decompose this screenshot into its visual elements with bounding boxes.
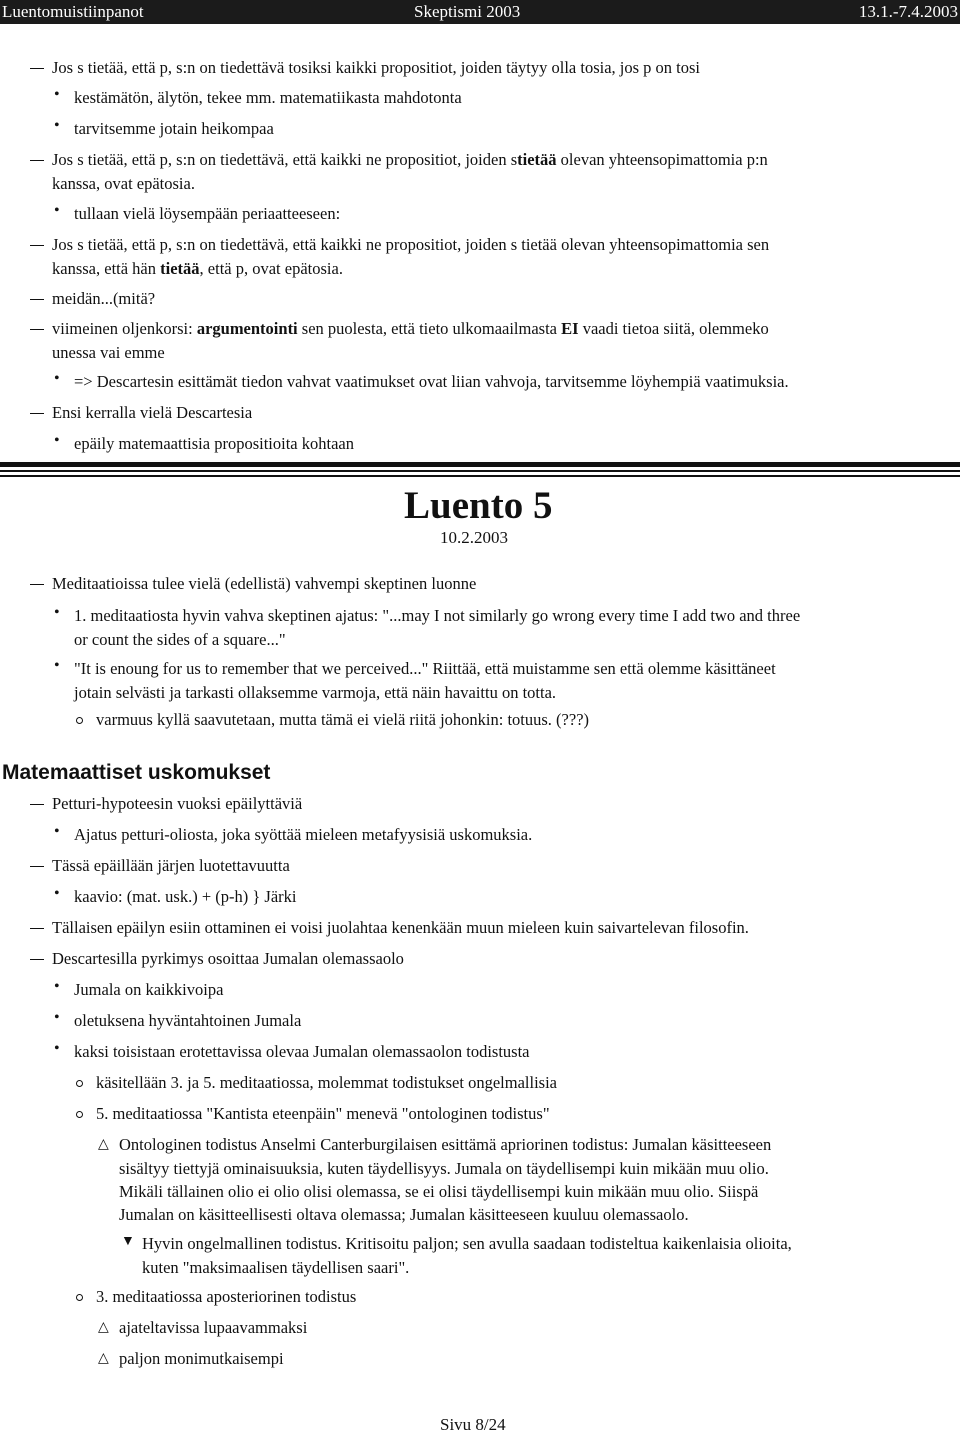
- list-item-continuation: [52, 257, 343, 281]
- dash-marker: [30, 804, 44, 805]
- emphasis-text: argumentointi: [196, 319, 298, 338]
- list-item-continuation: Mikäli tällainen olio ei olio olisi olemassa, se ei olisi täydellisempi kuin mikään muu olio. Siispä: [119, 1182, 759, 1201]
- list-item: Ontologinen todistus Anselmi Canterburgilaisen esittämä apriorinen todistus: Jumalan käsitteeseen: [119, 1135, 772, 1154]
- text-segment: viimeinen oljenkorsi:: [52, 319, 193, 338]
- list-item: kestämätön, älytön, tekee mm. matematiikasta mahdotonta: [74, 88, 462, 107]
- bullet-marker: •: [54, 432, 60, 449]
- text-segment: kanssa, että hän: [52, 259, 157, 278]
- circle-marker: [76, 1111, 83, 1118]
- bullet-marker: •: [54, 1009, 60, 1026]
- text-segment: vaadi tietoa siitä, olemmeko: [582, 319, 769, 338]
- lecture-divider-thin: [0, 470, 960, 472]
- list-item-continuation: unessa vai emme: [52, 343, 165, 362]
- lecture-divider-thick: [0, 462, 960, 467]
- list-item: "It is enoung for us to remember that we perceived..." Riittää, että muistamme sen että olemme käsittäneet: [74, 659, 776, 678]
- text-segment: sen puolesta, että tieto ulkomaailmasta: [301, 319, 557, 338]
- text-segment: Jos s tietää, että p, s:n on tiedettävä, että kaikki ne propositiot, joiden s: [52, 150, 518, 169]
- circle-marker: [76, 717, 83, 724]
- triangle-outline-marker: △: [98, 1351, 109, 1366]
- list-item-continuation: or count the sides of a square...": [74, 630, 286, 649]
- lecture-title: Luento 5: [404, 484, 553, 527]
- page-number: Sivu 8/24: [440, 1415, 506, 1434]
- list-item: Jumala on kaikkivoipa: [74, 980, 224, 999]
- list-item: kaavio: (mat. usk.) + (p-h) } Järki: [74, 887, 297, 906]
- dash-marker: [30, 299, 44, 300]
- triangle-outline-marker: △: [98, 1137, 109, 1152]
- dash-marker: [30, 160, 44, 161]
- dash-marker: [30, 329, 44, 330]
- bullet-marker: •: [54, 86, 60, 103]
- list-item: 3. meditaatiossa aposteriorinen todistus: [96, 1287, 357, 1306]
- emphasis-text: tietää: [517, 150, 557, 169]
- list-item: 5. meditaatiossa "Kantista eteenpäin" menevä "ontologinen todistus": [96, 1104, 550, 1123]
- list-item: Petturi-hypoteesin vuoksi epäilyttäviä: [52, 794, 303, 813]
- circle-marker: [76, 1080, 83, 1087]
- list-item: Tässä epäillään järjen luotettavuutta: [52, 856, 290, 875]
- emphasis-text: EI: [561, 319, 579, 338]
- list-item: [52, 148, 768, 172]
- list-item: oletuksena hyväntahtoinen Jumala: [74, 1011, 302, 1030]
- dash-marker: [30, 959, 44, 960]
- dash-marker: [30, 413, 44, 414]
- dash-marker: [30, 584, 44, 585]
- bullet-marker: •: [54, 978, 60, 995]
- list-item-continuation: kanssa, ovat epätosia.: [52, 174, 195, 193]
- text-segment: olevan yhteensopimattomia p:n: [560, 150, 768, 169]
- circle-marker: [76, 1294, 83, 1301]
- bullet-marker: •: [54, 1040, 60, 1057]
- lecture-date: 10.2.2003: [440, 528, 508, 547]
- list-item: meidän...(mitä?: [52, 289, 156, 308]
- list-item: käsitellään 3. ja 5. meditaatiossa, molemmat todistukset ongelmallisia: [96, 1073, 557, 1092]
- header-course-name: Luentomuistiinpanot: [2, 2, 144, 21]
- bullet-marker: •: [54, 823, 60, 840]
- list-item-continuation: kuten "maksimaalisen täydellisen saari".: [142, 1258, 410, 1277]
- list-item: => Descartesin esittämät tiedon vahvat vaatimukset ovat liian vahvoja, tarvitsemme löyhempiä vaatimuksia.: [74, 372, 789, 391]
- header-course-title: Skeptismi 2003: [414, 2, 521, 21]
- list-item: varmuus kyllä saavutetaan, mutta tämä ei vielä riitä johonkin: totuus. (???): [96, 710, 590, 729]
- bullet-marker: •: [54, 117, 60, 134]
- list-item: Tällaisen epäilyn esiin ottaminen ei voisi juolahtaa kenenkään muun mieleen kuin saivartelevan filosofin.: [52, 918, 749, 937]
- list-item-continuation: jotain selvästi ja tarkasti ollaksemme varmoja, että näin havaittu on totta.: [74, 683, 557, 702]
- bullet-marker: •: [54, 370, 60, 387]
- list-item: Jos s tietää, että p, s:n on tiedettävä tosiksi kaikki propositiot, joiden täytyy olla tosia, jos p on tosi: [52, 58, 701, 77]
- bullet-marker: •: [54, 604, 60, 621]
- page-header: [0, 0, 960, 24]
- list-item-continuation: Jumalan on käsitteellisesti oltava olemassa; Jumalan käsitteeseen kuuluu olemassaolo.: [119, 1205, 689, 1224]
- bullet-marker: •: [54, 657, 60, 674]
- triangle-outline-marker: △: [98, 1320, 109, 1335]
- list-item: paljon monimutkaisempi: [119, 1349, 284, 1368]
- section-heading: Matemaattiset uskomukset: [2, 761, 271, 784]
- list-item: Hyvin ongelmallinen todistus. Kritisoitu paljon; sen avulla saadaan todisteltua kaikenlaisia olioita,: [142, 1234, 792, 1253]
- list-item: Ensi kerralla vielä Descartesia: [52, 403, 253, 422]
- list-item: ajateltavissa lupaavammaksi: [119, 1318, 308, 1337]
- triangle-filled-marker: ▼: [121, 1234, 135, 1249]
- list-item-continuation: sisältyy tiettyjä ominaisuuksia, kuten täydellisyys. Jumala on täydellisempi kuin mikään muu olio.: [119, 1159, 769, 1178]
- list-item: tullaan vielä löysempään periaatteeseen:: [74, 204, 341, 223]
- emphasis-text: tietää: [160, 259, 200, 278]
- dash-marker: [30, 245, 44, 246]
- list-item: tarvitsemme jotain heikompaa: [74, 119, 274, 138]
- lecture-divider-thin: [0, 475, 960, 477]
- dash-marker: [30, 866, 44, 867]
- list-item: Descartesilla pyrkimys osoittaa Jumalan olemassaolo: [52, 949, 404, 968]
- list-item: Meditaatioissa tulee vielä (edellistä) vahvempi skeptinen luonne: [52, 574, 477, 593]
- list-item: kaksi toisistaan erotettavissa olevaa Jumalan olemassaolon todistusta: [74, 1042, 530, 1061]
- bullet-marker: •: [54, 885, 60, 902]
- bullet-marker: •: [54, 202, 60, 219]
- dash-marker: [30, 928, 44, 929]
- list-item: epäily matemaattisia propositioita kohtaan: [74, 434, 354, 453]
- dash-marker: [30, 68, 44, 69]
- list-item: 1. meditaatiosta hyvin vahva skeptinen ajatus: "...may I not similarly go wrong every time I add two and three: [74, 606, 801, 625]
- list-item: Jos s tietää, että p, s:n on tiedettävä, että kaikki ne propositiot, joiden s tietää olevan yhteensopimattomia sen: [52, 235, 770, 254]
- list-item: [52, 317, 769, 341]
- text-segment: , että p, ovat epätosia.: [199, 259, 343, 278]
- header-date-range: 13.1.-7.4.2003: [858, 2, 958, 21]
- list-item: Ajatus petturi-oliosta, joka syöttää mieleen metafyysisiä uskomuksia.: [74, 825, 533, 844]
